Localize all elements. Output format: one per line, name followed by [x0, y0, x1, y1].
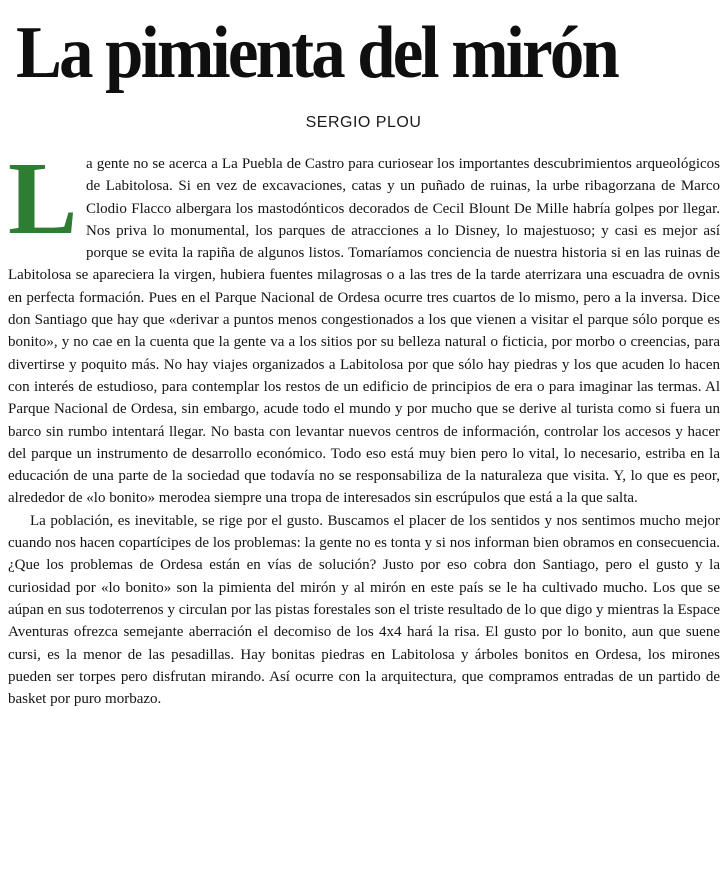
article-byline: SERGIO PLOU: [305, 114, 422, 131]
paragraph-1-text: a gente no se acerca a La Puebla de Castro para curiosear los importantes descubrimientos arqueológicos de Labitolosa. Si en vez de excavaciones, catas y un puñado de ruinas, la urbe ribagorzana de Marco Clodio Flacco albergara los mastodónticos decorados de Cecil Blount De Mille habría golpes por llegar. Nos priva lo monumental, los parques de atracciones a lo Disney, lo majestuoso; y casi es mejor así porque se evita la rapiña de algunos listos. Tomaríamos conciencia de nuestra historia si en las ruinas de Labitolosa se apareciera la virgen, hubiera fuentes milagrosas o a las tres de la tarde aterrizara una escuadra de ovnis en perfecta formación. Pues en el Parque Nacional de Ordesa ocurre tres cuartos de lo mismo, pero a la inversa. Dice don Santiago que hay que «derivar a puntos menos congestionados a los que vienen a visitar el parque sólo porque es bonito», y no cae en la cuenta que la gente va a los sitios por su belleza natural o ficticia, por morbo o creencias, para divertirse y poquito más. No hay viajes organizados a Labitolosa por que sólo hay piedras y los que acuden lo hacen con interés de estudioso, para contemplar los restos de un edificio de principios de era o para imaginar las termas. Al Parque Nacional de Ordesa, sin embargo, acude todo el mundo y por mucho que se derive al turista como si fuera un barco sin rumbo intentará llegar. No basta con levantar nuevos centros de información, controlar los accesos y hacer del parque un instrumento de desarrollo económico. Todo eso está muy bien pero lo vital, lo necesario, estriba en la educación de una parte de la sociedad que todavía no se responsabiliza de la naturaleza que visita. Y, lo que es peor, alrededor de «lo bonito» merodea siempre una tropa de interesados sin escrúpulos que está a la que salta.: [8, 156, 720, 507]
article-headline: La pimienta del mirón: [16, 12, 617, 94]
article-body: [8, 141, 720, 710]
article-paragraph-2: La población, es inevitable, se rige por el gusto. Buscamos el placer de los sentidos y nos sentimos mucho mejor cuando nos hacen copartícipes de los problemas: la gente no es tonta y si nos informan bien obramos en consecuencia. ¿Que los problemas de Ordesa están en vías de solución? Justo por eso cobra don Santiago, pero el gusto y la curiosidad por «lo bonito» son la pimienta del mirón y al mirón en este país se le ha cultivado mucho. Los que se aúpan en sus todoterrenos y circulan por las pistas forestales son el triste resultado de lo que digo y mientras la Espace Aventuras ofrezca semejante aberración el decomiso de los 4x4 hará la risa. El gusto por lo bonito, aun que suene cursi, es la menor de las pesadillas. Hay bonitas piedras en Labitolosa y árboles bonitos en Ordesa, los mirones pueden ser torpes pero disfrutan mirando. Así ocurre con la arquitectura, que compramos entradas de un partido de basket por puro morbazo.: [8, 512, 720, 708]
article-paragraph-1: [8, 141, 720, 510]
drop-cap: L: [8, 141, 78, 256]
